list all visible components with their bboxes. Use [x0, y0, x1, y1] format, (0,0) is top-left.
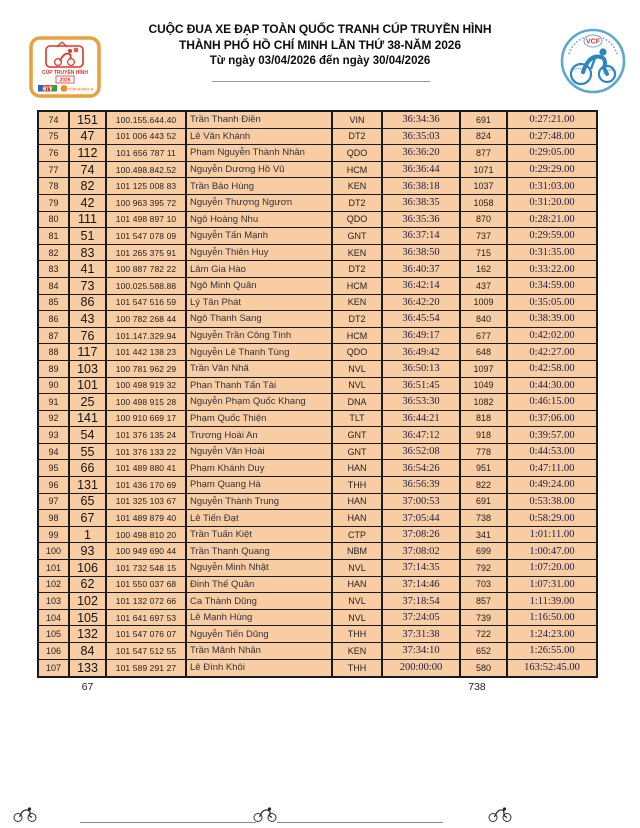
cell-rank: 77 [39, 162, 70, 179]
cell-rider-name: Trần Thanh Điền [187, 112, 333, 129]
cell-uci-id: 100 910 669 17 [107, 411, 187, 428]
cell-total-time: 36:53:30 [383, 394, 461, 411]
cell-uci-id: 100 887 782 22 [107, 261, 187, 278]
signature-line [277, 822, 443, 823]
cell-bib-number: 51 [70, 228, 107, 245]
cell-rider-name: Lê Mạnh Hùng [187, 610, 333, 627]
htv-logo [38, 85, 57, 93]
cell-rank: 82 [39, 245, 70, 262]
cell-rider-name: Phạm Nguyễn Thành Nhân [187, 145, 333, 162]
cell-rank: 106 [39, 643, 70, 660]
cell-rider-name: Trần Bảo Hùng [187, 178, 333, 195]
cell-rank: 101 [39, 560, 70, 577]
cell-bib-number: 42 [70, 195, 107, 212]
cell-total-time: 36:44:21 [383, 411, 461, 428]
cell-uci-id: 101 125 008 83 [107, 178, 187, 195]
cell-time-gap: 0:44:53.00 [508, 444, 596, 461]
cell-points: 341 [461, 527, 508, 544]
cell-time-gap: 1:26:55.00 [508, 643, 596, 660]
cell-rank: 86 [39, 311, 70, 328]
cell-total-time: 36:34:36 [383, 112, 461, 129]
cell-rank: 90 [39, 378, 70, 395]
cell-points: 1071 [461, 162, 508, 179]
cell-bib-number: 131 [70, 477, 107, 494]
cell-rider-name: Ngô Thanh Sang [187, 311, 333, 328]
cell-time-gap: 0:38:39.00 [508, 311, 596, 328]
cell-bib-number: 102 [70, 593, 107, 610]
cell-bib-number: 105 [70, 610, 107, 627]
cell-rider-name: Trương Hoài An [187, 427, 333, 444]
cell-total-time: 37:14:35 [383, 560, 461, 577]
cell-time-gap: 1:11:39.00 [508, 593, 596, 610]
cell-bib-number: 83 [70, 245, 107, 262]
cell-uci-id: 101 376 133 22 [107, 444, 187, 461]
cell-total-time: 36:47:12 [383, 427, 461, 444]
cell-rank: 91 [39, 394, 70, 411]
cell-team-code: CTP [333, 527, 383, 544]
cell-bib-number: 73 [70, 278, 107, 295]
cell-rank: 93 [39, 427, 70, 444]
cell-rider-name: Nguyễn Văn Hoài [187, 444, 333, 461]
cell-rank: 83 [39, 261, 70, 278]
cell-team-code: NVL [333, 361, 383, 378]
cell-rank: 87 [39, 328, 70, 345]
cell-team-code: GNT [333, 427, 383, 444]
cell-uci-id: 101 489 880 41 [107, 460, 187, 477]
cell-team-code: GNT [333, 444, 383, 461]
cell-rider-name: Ca Thành Dũng [187, 593, 333, 610]
cell-total-time: 37:08:02 [383, 543, 461, 560]
cell-total-time: 37:05:44 [383, 510, 461, 527]
cell-points: 699 [461, 543, 508, 560]
cell-points: 778 [461, 444, 508, 461]
cell-uci-id: 101 547 512 55 [107, 643, 187, 660]
cell-rider-name: Trần Tuấn Kiệt [187, 527, 333, 544]
cell-points: 877 [461, 145, 508, 162]
cell-rider-name: Lâm Gia Hào [187, 261, 333, 278]
cell-points: 792 [461, 560, 508, 577]
cell-points: 951 [461, 460, 508, 477]
cell-time-gap: 0:29:05.00 [508, 145, 596, 162]
cell-bib-number: 106 [70, 560, 107, 577]
cell-team-code: QDO [333, 212, 383, 229]
cell-total-time: 36:38:18 [383, 178, 461, 195]
cell-rider-name: Lý Tân Phát [187, 295, 333, 312]
cell-rank: 99 [39, 527, 70, 544]
cell-time-gap: 0:39:57.00 [508, 427, 596, 444]
cell-uci-id: 101 547 516 59 [107, 295, 187, 312]
cell-rider-name: Nguyễn Thượng Ngươn [187, 195, 333, 212]
cell-time-gap: 0:53:38.00 [508, 494, 596, 511]
vcf-logo [557, 24, 629, 96]
cell-time-gap: 0:31:20.00 [508, 195, 596, 212]
cell-points: 857 [461, 593, 508, 610]
cell-uci-id: 101 325 103 67 [107, 494, 187, 511]
cell-bib-number: 103 [70, 361, 107, 378]
cell-uci-id: 101 656 787 11 [107, 145, 187, 162]
cell-points: 691 [461, 112, 508, 129]
cell-time-gap: 1:01:11.00 [508, 527, 596, 544]
signature-line [80, 822, 256, 823]
cell-points: 691 [461, 494, 508, 511]
cell-uci-id: 100 782 268 44 [107, 311, 187, 328]
cell-rider-name: Đinh Thế Quân [187, 577, 333, 594]
cell-rank: 84 [39, 278, 70, 295]
cell-total-time: 36:51:45 [383, 378, 461, 395]
cell-time-gap: 0:31:35.00 [508, 245, 596, 262]
cell-uci-id: 101 498 897 10 [107, 212, 187, 229]
cell-total-time: 37:24:05 [383, 610, 461, 627]
cell-time-gap: 1:07:31.00 [508, 577, 596, 594]
cell-bib-number: 132 [70, 626, 107, 643]
cyclist-icon [13, 805, 37, 823]
cell-rider-name: Nguyễn Dương Hồ Vũ [187, 162, 333, 179]
cell-rank: 97 [39, 494, 70, 511]
cell-time-gap: 0:42:27.00 [508, 344, 596, 361]
cell-total-time: 36:38:35 [383, 195, 461, 212]
cell-time-gap: 0:29:29.00 [508, 162, 596, 179]
cell-uci-id: 101 442 138 23 [107, 344, 187, 361]
cell-rider-name: Trần Văn Nhã [187, 361, 333, 378]
cell-team-code: GNT [333, 228, 383, 245]
cell-uci-id: 100 781 962 29 [107, 361, 187, 378]
cell-time-gap: 0:47:11.00 [508, 460, 596, 477]
cell-uci-id: 101 550 037 68 [107, 577, 187, 594]
cell-team-code: NVL [333, 560, 383, 577]
cell-rank: 98 [39, 510, 70, 527]
cell-rider-name: Nguyễn Tấn Mạnh [187, 228, 333, 245]
cell-team-code: TLT [333, 411, 383, 428]
cell-uci-id: 100.498.842.52 [107, 162, 187, 179]
cell-time-gap: 0:42:02.00 [508, 328, 596, 345]
cell-total-time: 37:34:10 [383, 643, 461, 660]
cell-total-time: 36:56:39 [383, 477, 461, 494]
cell-team-code: QDO [333, 344, 383, 361]
cell-time-gap: 1:07:20.00 [508, 560, 596, 577]
cell-total-time: 36:52:08 [383, 444, 461, 461]
cell-points: 677 [461, 328, 508, 345]
cell-points: 822 [461, 477, 508, 494]
svg-text:TÔN ĐÔNG Á: TÔN ĐÔNG Á [68, 86, 94, 92]
cell-rank: 105 [39, 626, 70, 643]
cell-team-code: THH [333, 660, 383, 677]
cell-team-code: NBM [333, 543, 383, 560]
cell-points: 840 [461, 311, 508, 328]
cell-time-gap: 1:16:50.00 [508, 610, 596, 627]
cell-total-time: 36:36:44 [383, 162, 461, 179]
title-line-2: THÀNH PHỐ HỒ CHÍ MINH LẦN THỨ 38-NĂM 2026 [179, 38, 461, 52]
cell-time-gap: 163:52:45.00 [508, 660, 596, 677]
cell-points: 918 [461, 427, 508, 444]
cell-team-code: DT2 [333, 261, 383, 278]
cell-total-time: 36:35:03 [383, 129, 461, 146]
cell-team-code: THH [333, 477, 383, 494]
cell-total-time: 37:08:26 [383, 527, 461, 544]
cell-bib-number: 82 [70, 178, 107, 195]
cell-points: 1058 [461, 195, 508, 212]
cell-uci-id: 100 498 810 20 [107, 527, 187, 544]
cell-rank: 76 [39, 145, 70, 162]
cell-total-time: 37:18:54 [383, 593, 461, 610]
cell-time-gap: 0:42:58.00 [508, 361, 596, 378]
cell-time-gap: 0:46:15.00 [508, 394, 596, 411]
cell-bib-number: 41 [70, 261, 107, 278]
cell-rider-name: Ngô Hoàng Nhu [187, 212, 333, 229]
cell-time-gap: 0:44:30.00 [508, 378, 596, 395]
cell-bib-number: 101 [70, 378, 107, 395]
cell-points: 652 [461, 643, 508, 660]
cell-total-time: 36:36:20 [383, 145, 461, 162]
cell-uci-id: 100 949 690 44 [107, 543, 187, 560]
cell-bib-number: 67 [70, 510, 107, 527]
summary-riders-count: 67 [81, 681, 94, 693]
cell-team-code: KEN [333, 245, 383, 262]
cell-points: 1009 [461, 295, 508, 312]
cell-total-time: 36:54:26 [383, 460, 461, 477]
cell-bib-number: 47 [70, 129, 107, 146]
summary-points-total: 738 [468, 681, 486, 693]
cell-points: 437 [461, 278, 508, 295]
cell-team-code: KEN [333, 643, 383, 660]
cell-time-gap: 0:29:59.00 [508, 228, 596, 245]
cell-team-code: HAN [333, 460, 383, 477]
cell-bib-number: 62 [70, 577, 107, 594]
title-underline [212, 81, 430, 82]
cell-bib-number: 25 [70, 394, 107, 411]
cyclist-icon [557, 24, 629, 96]
cell-rank: 94 [39, 444, 70, 461]
cell-rider-name: Trần Thanh Quang [187, 543, 333, 560]
cell-total-time: 36:42:20 [383, 295, 461, 312]
cell-total-time: 36:35:36 [383, 212, 461, 229]
cell-total-time: 36:42:14 [383, 278, 461, 295]
cell-rank: 88 [39, 344, 70, 361]
cell-uci-id: 100 963 395 72 [107, 195, 187, 212]
cell-uci-id: 101 547 076 07 [107, 626, 187, 643]
title-line-3: Từ ngày 03/04/2026 đến ngày 30/04/2026 [209, 55, 431, 67]
cell-rider-name: Nguyễn Thành Trung [187, 494, 333, 511]
cell-uci-id: 101 006 443 52 [107, 129, 187, 146]
cell-points: 1049 [461, 378, 508, 395]
cell-bib-number: 1 [70, 527, 107, 544]
cell-team-code: HAN [333, 494, 383, 511]
cell-rider-name: Nguyễn Tiến Dũng [187, 626, 333, 643]
cell-rider-name: Phạm Quang Hà [187, 477, 333, 494]
cell-rank: 78 [39, 178, 70, 195]
cell-rider-name: Phan Thanh Tấn Tài [187, 378, 333, 395]
cell-uci-id: 101 132 072 66 [107, 593, 187, 610]
document-title [0, 21, 640, 69]
cell-time-gap: 0:31:03.00 [508, 178, 596, 195]
cell-team-code: KEN [333, 295, 383, 312]
cell-uci-id: 101 265 375 91 [107, 245, 187, 262]
cell-bib-number: 117 [70, 344, 107, 361]
cell-points: 738 [461, 510, 508, 527]
cell-rank: 89 [39, 361, 70, 378]
cell-bib-number: 54 [70, 427, 107, 444]
cell-rider-name: Lê Văn Khánh [187, 129, 333, 146]
cell-time-gap: 0:27:21.00 [508, 112, 596, 129]
cell-total-time: 36:38:50 [383, 245, 461, 262]
cell-rider-name: Lê Đình Khôi [187, 660, 333, 677]
cell-uci-id: 101 547 078 09 [107, 228, 187, 245]
cell-time-gap: 0:58:29.00 [508, 510, 596, 527]
cell-team-code: QDO [333, 145, 383, 162]
cell-time-gap: 1:24:23.00 [508, 626, 596, 643]
cell-team-code: NVL [333, 593, 383, 610]
cell-rank: 80 [39, 212, 70, 229]
cell-team-code: DNA [333, 394, 383, 411]
cell-bib-number: 74 [70, 162, 107, 179]
cell-uci-id: 101 732 548 15 [107, 560, 187, 577]
cup-label: CÚP TRUYỀN HÌNH [41, 70, 89, 76]
cell-bib-number: 111 [70, 212, 107, 229]
cell-rider-name: Phạm Khánh Duy [187, 460, 333, 477]
cell-rank: 103 [39, 593, 70, 610]
cell-time-gap: 0:34:59.00 [508, 278, 596, 295]
cell-team-code: KEN [333, 178, 383, 195]
cell-uci-id: 101 641 697 53 [107, 610, 187, 627]
vcf-label: VCF [586, 38, 600, 46]
cell-rider-name: Nguyễn Phạm Quốc Khang [187, 394, 333, 411]
cell-time-gap: 0:37:06.00 [508, 411, 596, 428]
title-line-1: CUỘC ĐUA XE ĐẠP TOÀN QUỐC TRANH CÚP TRUYỀN HÌNH [148, 22, 492, 36]
cell-bib-number: 66 [70, 460, 107, 477]
cell-points: 737 [461, 228, 508, 245]
cell-bib-number: 84 [70, 643, 107, 660]
cell-bib-number: 141 [70, 411, 107, 428]
cell-time-gap: 0:35:05.00 [508, 295, 596, 312]
cell-rank: 92 [39, 411, 70, 428]
cell-rank: 81 [39, 228, 70, 245]
cell-team-code: THH [333, 626, 383, 643]
cell-points: 715 [461, 245, 508, 262]
cell-points: 722 [461, 626, 508, 643]
cell-rank: 107 [39, 660, 70, 677]
cell-rider-name: Ngô Minh Quân [187, 278, 333, 295]
cell-uci-id: 100.155.644.40 [107, 112, 187, 129]
cell-points: 703 [461, 577, 508, 594]
cell-bib-number: 55 [70, 444, 107, 461]
cell-total-time: 37:31:38 [383, 626, 461, 643]
cell-team-code: HAN [333, 577, 383, 594]
cell-rider-name: Lê Tiến Đạt [187, 510, 333, 527]
cell-rank: 102 [39, 577, 70, 594]
cell-total-time: 200:00:00 [383, 660, 461, 677]
cell-team-code: HAN [333, 510, 383, 527]
cell-uci-id: 101 376 135 24 [107, 427, 187, 444]
cell-uci-id: 100 498 915 28 [107, 394, 187, 411]
cell-team-code: HCM [333, 162, 383, 179]
cell-time-gap: 0:27:48.00 [508, 129, 596, 146]
cell-bib-number: 76 [70, 328, 107, 345]
cell-rider-name: Phạm Quốc Thiện [187, 411, 333, 428]
cyclist-icon [253, 805, 277, 823]
cell-total-time: 36:45:54 [383, 311, 461, 328]
cell-rank: 85 [39, 295, 70, 312]
cell-team-code: HCM [333, 278, 383, 295]
cell-uci-id: 101 589 291 27 [107, 660, 187, 677]
cell-team-code: HCM [333, 328, 383, 345]
cell-rider-name: Nguyễn Lê Thanh Tùng [187, 344, 333, 361]
cell-total-time: 36:49:42 [383, 344, 461, 361]
cell-team-code: DT2 [333, 195, 383, 212]
cyclist-icon [488, 805, 512, 823]
cell-total-time: 36:50:13 [383, 361, 461, 378]
cell-team-code: NVL [333, 610, 383, 627]
cup-year: 2026 [59, 77, 71, 84]
cell-uci-id: 101 436 170 69 [107, 477, 187, 494]
cell-points: 648 [461, 344, 508, 361]
cell-points: 1082 [461, 394, 508, 411]
cell-rider-name: Trần Mãnh Nhân [187, 643, 333, 660]
cell-bib-number: 86 [70, 295, 107, 312]
cell-total-time: 36:37:14 [383, 228, 461, 245]
cell-bib-number: 93 [70, 543, 107, 560]
cell-team-code: DT2 [333, 311, 383, 328]
cell-rank: 95 [39, 460, 70, 477]
cell-uci-id: 101.147.329.94 [107, 328, 187, 345]
cell-bib-number: 65 [70, 494, 107, 511]
cell-rider-name: Nguyễn Trần Công Tính [187, 328, 333, 345]
cell-rank: 74 [39, 112, 70, 129]
cell-bib-number: 133 [70, 660, 107, 677]
cell-points: 162 [461, 261, 508, 278]
cell-rider-name: Nguyễn Minh Nhật [187, 560, 333, 577]
cell-total-time: 36:40:37 [383, 261, 461, 278]
cell-team-code: NVL [333, 378, 383, 395]
cell-rider-name: Nguyễn Thiên Huy [187, 245, 333, 262]
cell-bib-number: 151 [70, 112, 107, 129]
cell-rank: 100 [39, 543, 70, 560]
cell-points: 1037 [461, 178, 508, 195]
cell-total-time: 37:00:53 [383, 494, 461, 511]
sponsor-logo [61, 85, 94, 92]
cell-uci-id: 100 498 919 32 [107, 378, 187, 395]
cell-team-code: VIN [333, 112, 383, 129]
cell-rank: 79 [39, 195, 70, 212]
cell-points: 580 [461, 660, 508, 677]
results-table [37, 110, 598, 678]
cell-rank: 104 [39, 610, 70, 627]
cell-points: 870 [461, 212, 508, 229]
cell-rank: 96 [39, 477, 70, 494]
cell-total-time: 37:14:46 [383, 577, 461, 594]
cell-rank: 75 [39, 129, 70, 146]
cell-uci-id: 101 489 879 40 [107, 510, 187, 527]
cell-bib-number: 112 [70, 145, 107, 162]
cell-points: 818 [461, 411, 508, 428]
cell-time-gap: 1:00:47.00 [508, 543, 596, 560]
cell-time-gap: 0:33:22.00 [508, 261, 596, 278]
cell-time-gap: 0:49:24.00 [508, 477, 596, 494]
cell-points: 1097 [461, 361, 508, 378]
cell-uci-id: 100.025.588.88 [107, 278, 187, 295]
svg-text:HTV: HTV [42, 86, 53, 93]
cell-team-code: DT2 [333, 129, 383, 146]
cell-time-gap: 0:28:21.00 [508, 212, 596, 229]
cell-points: 824 [461, 129, 508, 146]
cell-bib-number: 43 [70, 311, 107, 328]
cell-points: 739 [461, 610, 508, 627]
cell-total-time: 36:49:17 [383, 328, 461, 345]
